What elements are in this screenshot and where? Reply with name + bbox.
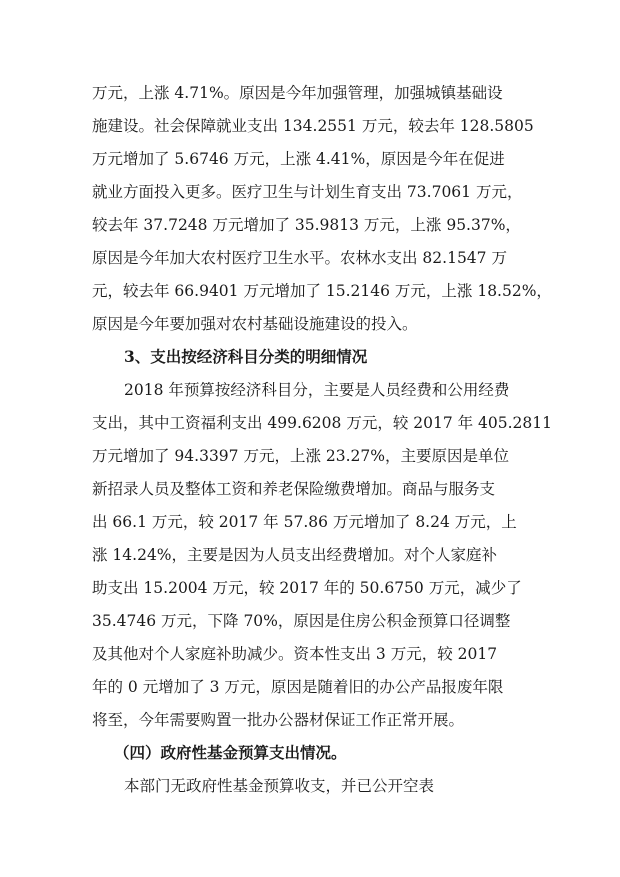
- text-line-14: 出 66.1 万元，较 2017 年 57.86 万元增加了 8.24 万元，上: [92, 513, 517, 531]
- text-line-17: 35.4746 万元，下降 70%，原因是住房公积金预算口径调整: [92, 612, 511, 630]
- section-heading-economic-classification: 3、支出按经济科目分类的明细情况: [124, 347, 368, 366]
- text-line-13: 新招录人员及整体工资和养老保险缴费增加。商品与服务支: [92, 480, 496, 498]
- text-line-20: 将至，今年需要购置一批办公器材保证工作正常开展。: [92, 711, 465, 729]
- text-line-8: 原因是今年要加强对农村基础设施建设的投入。: [92, 315, 418, 333]
- text-line-1: 万元，上涨 4.71%。原因是今年加强管理，加强城镇基础设: [92, 84, 503, 102]
- text-line-22: 本部门无政府性基金预算收支，并已公开空表: [124, 777, 435, 795]
- text-line-12: 万元增加了 94.3397 万元，上涨 23.27%，主要原因是单位: [92, 447, 509, 465]
- text-line-6: 原因是今年加大农村医疗卫生水平。农林水支出 82.1547 万: [92, 249, 507, 267]
- text-line-3: 万元增加了 5.6746 万元，上涨 4.41%，原因是今年在促进: [92, 150, 505, 168]
- text-line-15: 涨 14.24%，主要是因为人员支出经费增加。对个人家庭补: [92, 546, 498, 564]
- text-line-18: 及其他对个人家庭补助减少。资本性支出 3 万元，较 2017: [92, 645, 498, 663]
- text-line-7: 元，较去年 66.9401 万元增加了 15.2146 万元，上涨 18.52%，: [92, 282, 552, 300]
- text-line-10: 2018 年预算按经济科目分，主要是人员经费和公用经费: [124, 381, 510, 399]
- text-line-4: 就业方面投入更多。医疗卫生与计划生育支出 73.7061 万元，: [92, 183, 523, 201]
- text-line-2: 施建设。社会保障就业支出 134.2551 万元，较去年 128.5805: [92, 117, 534, 135]
- section-heading-government-fund: （四）政府性基金预算支出情况。: [114, 743, 347, 762]
- text-line-16: 助支出 15.2004 万元，较 2017 年的 50.6750 万元，减少了: [92, 579, 522, 597]
- text-line-11: 支出，其中工资福利支出 499.6208 万元，较 2017 年 405.2811: [92, 414, 552, 432]
- text-line-5: 较去年 37.7248 万元增加了 35.9813 万元，上涨 95.37%，: [92, 216, 521, 234]
- text-line-19: 年的 0 元增加了 3 万元，原因是随着旧的办公产品报废年限: [92, 678, 504, 696]
